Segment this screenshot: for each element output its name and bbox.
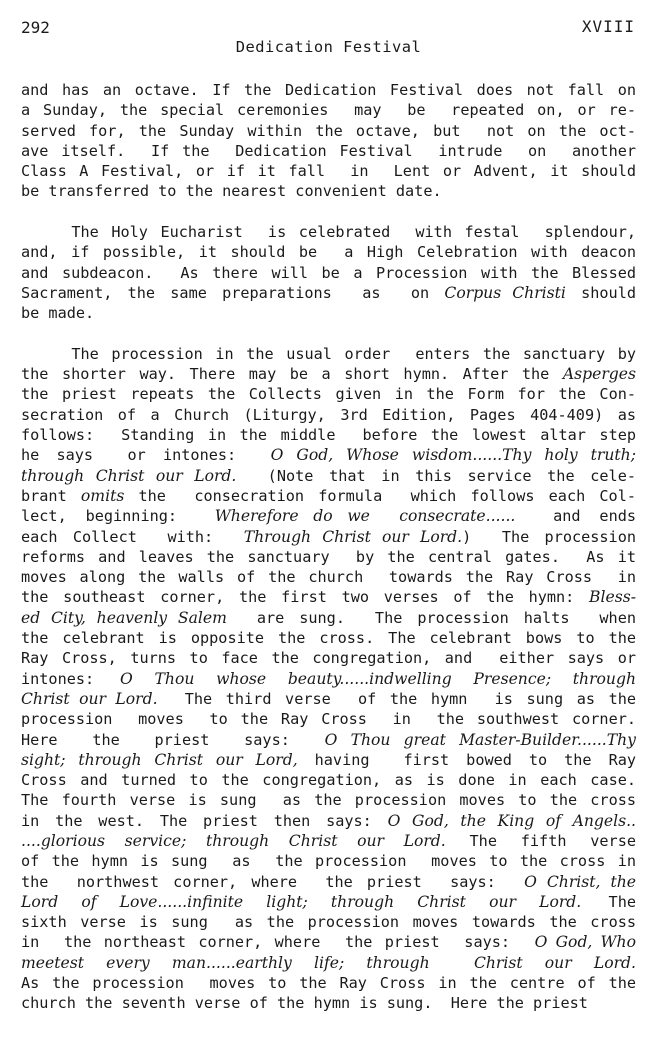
text-run: the celebrant is opposite the cross. The celebrant bows to the bbox=[21, 629, 636, 648]
italic-text: Wherefore do we consecrate...... bbox=[214, 507, 516, 526]
text-line bbox=[21, 283, 636, 303]
text-line bbox=[21, 121, 636, 141]
text-line bbox=[21, 303, 636, 323]
text-run: be made. bbox=[21, 304, 95, 323]
text-line bbox=[21, 730, 636, 750]
page-number: 292 bbox=[21, 18, 50, 37]
italic-text: Bless- bbox=[589, 588, 636, 607]
text-line bbox=[21, 932, 636, 952]
paragraph bbox=[21, 344, 636, 1014]
text-line bbox=[21, 831, 636, 851]
paragraph-gap bbox=[21, 202, 636, 222]
page-title: Dedication Festival bbox=[235, 38, 422, 56]
text-run: a Sunday, the special ceremonies may be repeated on, or re- bbox=[21, 101, 636, 120]
body-text bbox=[21, 80, 636, 1014]
text-run: ) The procession bbox=[462, 527, 636, 546]
text-run: should bbox=[565, 283, 636, 302]
text-run: in the west. The priest then says: bbox=[21, 811, 388, 830]
text-line bbox=[21, 770, 636, 790]
text-run: brant bbox=[21, 486, 81, 505]
italic-text: O Christ, the bbox=[524, 872, 636, 891]
text-run: the consecration formula which follows each Col- bbox=[124, 486, 636, 505]
text-run: Class A Festival, or if it fall in Lent or Advent, it should bbox=[21, 162, 636, 181]
text-line bbox=[21, 587, 636, 607]
text-line bbox=[21, 648, 636, 668]
text-run: intones: bbox=[21, 669, 121, 688]
text-line bbox=[21, 384, 636, 404]
text-run: (Note that in this service the cele- bbox=[236, 466, 636, 485]
text-line bbox=[21, 973, 636, 993]
text-line bbox=[21, 364, 636, 384]
text-line bbox=[21, 100, 636, 120]
italic-text: O God, Who bbox=[534, 933, 636, 952]
text-run: church the seventh verse of the hymn is sung. Here the priest bbox=[21, 994, 588, 1013]
text-run: moves along the walls of the church towards the Ray Cross in bbox=[21, 568, 636, 587]
text-line bbox=[21, 608, 636, 628]
paragraph bbox=[21, 222, 636, 323]
text-line bbox=[21, 263, 636, 283]
text-run: reforms and leaves the sanctuary by the central gates. As it bbox=[21, 547, 636, 566]
text-line bbox=[21, 628, 636, 648]
italic-text: Corpus Christi bbox=[444, 283, 566, 302]
paragraph-gap bbox=[21, 324, 636, 344]
text-run: As the procession moves to the Ray Cross in the centre of the bbox=[21, 974, 636, 993]
text-run: Cross and turned to the congregation, as is done in each case. bbox=[21, 771, 636, 790]
italic-text: O God, Whose wisdom......Thy holy truth; bbox=[270, 446, 636, 465]
text-run: follows: Standing in the middle before the lowest altar step bbox=[21, 426, 636, 445]
text-run: sixth verse is sung as the procession moves towards the cross bbox=[21, 913, 636, 932]
text-run: be transferred to the nearest convenient date. bbox=[21, 182, 442, 201]
italic-text: through Christ our Lord. bbox=[21, 466, 237, 485]
chapter-number: XVIII bbox=[581, 17, 635, 36]
italic-text: Through Christ our Lord. bbox=[243, 527, 463, 546]
text-run: and, if possible, it should be a High Celebration with deacon bbox=[21, 243, 636, 262]
text-line bbox=[21, 344, 636, 364]
italic-text: Asperges bbox=[562, 365, 636, 384]
text-run: procession moves to the Ray Cross in the southwest corner. bbox=[21, 710, 636, 729]
text-run: The Holy Eucharist is celebrated with festal splendour, bbox=[21, 223, 636, 242]
text-run: having first bowed to the Ray bbox=[297, 750, 636, 769]
italic-text: O Thou whose beauty......indwelling Presence; through bbox=[120, 669, 636, 688]
text-run: The procession in the usual order enters the sanctuary by bbox=[21, 344, 636, 363]
italic-text: O God, the King of Angels.. bbox=[387, 811, 637, 830]
text-line bbox=[21, 486, 636, 506]
text-line bbox=[21, 527, 636, 547]
text-line bbox=[21, 851, 636, 871]
text-line bbox=[21, 242, 636, 262]
text-run: the shorter way. There may be a short hymn. After the bbox=[21, 365, 563, 384]
text-run: the priest repeats the Collects given in the Form for the Con- bbox=[21, 385, 636, 404]
text-line bbox=[21, 689, 636, 709]
text-run: the northwest corner, where the priest says: bbox=[21, 872, 525, 891]
text-line bbox=[21, 790, 636, 810]
text-line bbox=[21, 181, 636, 201]
text-run: in the northeast corner, where the priest says: bbox=[21, 933, 535, 952]
text-run: ave itself. If the Dedication Festival intrude on another bbox=[21, 141, 636, 160]
text-line bbox=[21, 405, 636, 425]
italic-text: Lord of Love......infinite light; through Christ our Lord. bbox=[21, 892, 582, 911]
text-run: secration of a Church (Liturgy, 3rd Edition, Pages 404-409) as bbox=[21, 405, 636, 424]
text-run: the southeast corner, the first two verses of the hymn: bbox=[21, 588, 590, 607]
text-line bbox=[21, 506, 636, 526]
paragraph bbox=[21, 80, 636, 202]
text-line bbox=[21, 161, 636, 181]
text-run: served for, the Sunday within the octave, but not on the oct- bbox=[21, 121, 636, 140]
italic-text: meetest every man......earthly life; through Christ our Lord. bbox=[21, 953, 636, 972]
text-line bbox=[21, 425, 636, 445]
text-line bbox=[21, 445, 636, 465]
text-run: The fifth verse bbox=[445, 831, 636, 850]
text-line bbox=[21, 993, 636, 1013]
text-line bbox=[21, 669, 636, 689]
text-run: of the hymn is sung as the procession moves to the cross in bbox=[21, 852, 636, 871]
italic-text: ....glorious service; through Christ our Lord. bbox=[21, 831, 446, 850]
italic-text: omits bbox=[80, 486, 125, 505]
text-line bbox=[21, 567, 636, 587]
text-line bbox=[21, 750, 636, 770]
text-run: Ray Cross, turns to face the congregation, and either says or bbox=[21, 649, 636, 668]
italic-text: Christ our Lord. bbox=[21, 689, 158, 708]
text-line bbox=[21, 141, 636, 161]
text-run: and subdeacon. As there will be a Procession with the Blessed bbox=[21, 263, 636, 282]
text-run: The third verse of the hymn is sung as the bbox=[157, 689, 637, 708]
text-line bbox=[21, 709, 636, 729]
text-run: Sacrament, the same preparations as on bbox=[21, 283, 445, 302]
text-line bbox=[21, 811, 636, 831]
text-line bbox=[21, 892, 636, 912]
text-run: The bbox=[581, 892, 636, 911]
text-line bbox=[21, 912, 636, 932]
text-run: each Collect with: bbox=[21, 527, 244, 546]
italic-text: sight; through Christ our Lord, bbox=[21, 750, 298, 769]
text-line bbox=[21, 872, 636, 892]
text-run: The fourth verse is sung as the procession moves to the cross bbox=[21, 791, 636, 810]
text-line bbox=[21, 222, 636, 242]
text-run: and ends bbox=[515, 507, 637, 526]
text-line bbox=[21, 547, 636, 567]
text-line bbox=[21, 953, 636, 973]
text-run: he says or intones: bbox=[21, 446, 271, 465]
italic-text: ed City, heavenly Salem bbox=[21, 608, 227, 627]
text-run: lect, beginning: bbox=[21, 507, 215, 526]
text-line bbox=[21, 80, 636, 100]
text-line bbox=[21, 466, 636, 486]
italic-text: O Thou great Master-Builder......Thy bbox=[324, 730, 636, 749]
text-run: and has an octave. If the Dedication Festival does not fall on bbox=[21, 81, 636, 99]
text-run: are sung. The procession halts when bbox=[226, 608, 636, 627]
text-run: Here the priest says: bbox=[21, 730, 325, 749]
